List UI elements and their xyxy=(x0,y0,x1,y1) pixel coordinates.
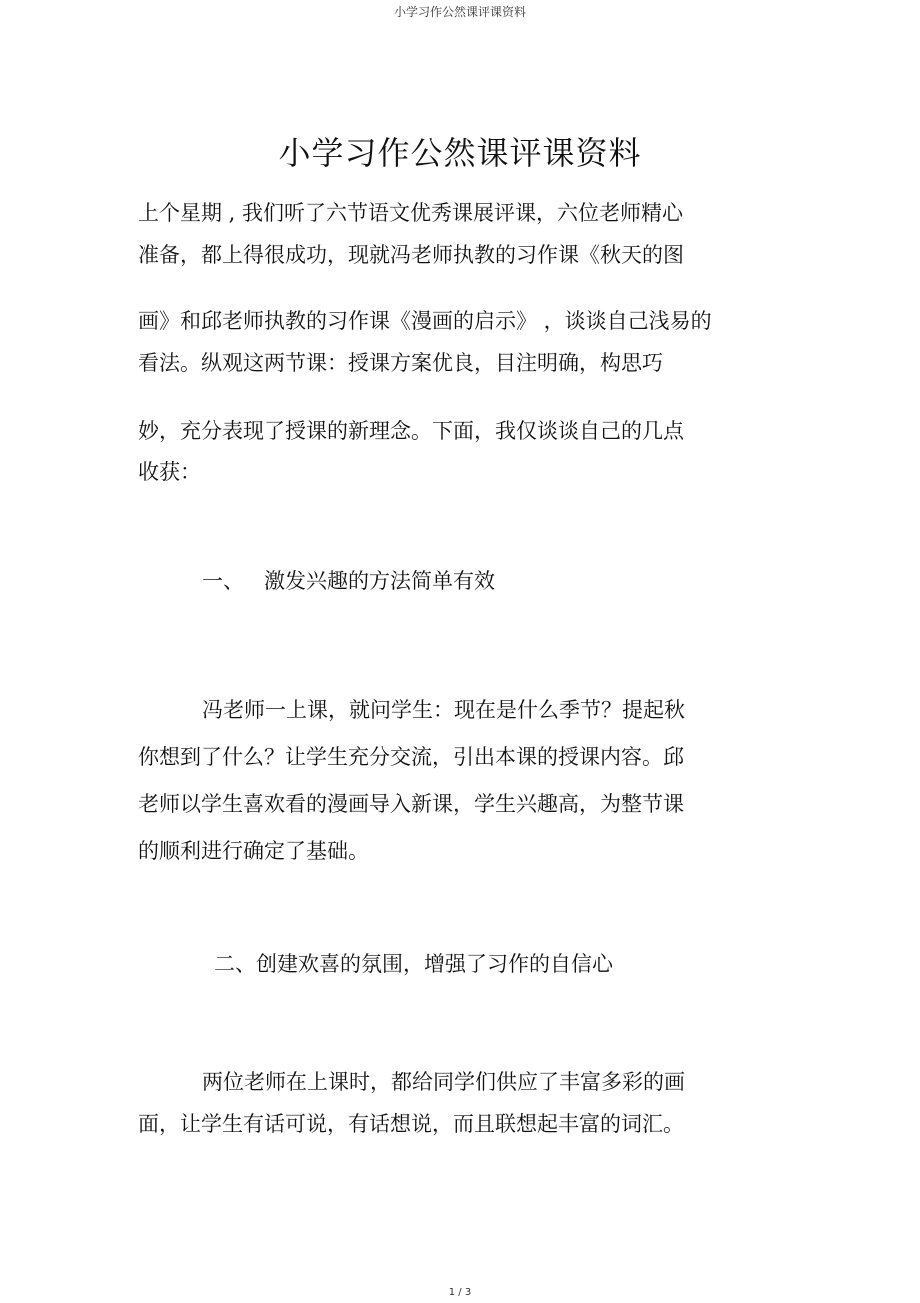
intro-line-1: 上个星期 , 我们听了六节语文优秀课展评课，六位老师精心 xyxy=(138,201,684,225)
section-1-heading: 一、 激发兴趣的方法简单有效 xyxy=(202,569,496,593)
intro-line-2: 准备，都上得很成功，现就冯老师执教的习作课《秋天的图 xyxy=(138,243,684,267)
section-1-line-4: 的顺利进行确定了基础。 xyxy=(138,839,369,863)
section-1-line-1: 冯老师一上课，就问学生：现在是什么季节？提起秋 xyxy=(202,698,685,722)
intro-line-5: 妙，充分表现了授课的新理念。下面，我仅谈谈自己的几点 xyxy=(138,419,684,443)
section-1-line-2: 你想到了什么？让学生充分交流，引出本课的授课内容。邱 xyxy=(138,745,684,769)
section-2-heading: 二、创建欢喜的氛围，增强了习作的自信心 xyxy=(214,952,613,976)
running-header: 小学习作公然课评课资料 xyxy=(393,5,526,19)
section-2-line-1: 两位老师在上课时，都给同学们供应了丰富多彩的画 xyxy=(202,1070,685,1094)
intro-line-4: 看法。纵观这两节课：授课方案优良，目注明确，构思巧 xyxy=(138,351,663,375)
section-2-line-2: 面，让学生有话可说，有话想说，而且联想起丰富的词汇。 xyxy=(138,1112,684,1136)
section-1-line-3: 老师以学生喜欢看的漫画导入新课，学生兴趣高，为整节课 xyxy=(138,792,684,816)
page-title: 小学习作公然课评课资料 xyxy=(278,134,642,172)
intro-line-3: 画》和邱老师执教的习作课《漫画的启示》 ，谈谈自己浅易的 xyxy=(138,309,712,333)
intro-line-6: 收获： xyxy=(138,460,201,484)
page-number: 1 / 3 xyxy=(448,1287,472,1298)
